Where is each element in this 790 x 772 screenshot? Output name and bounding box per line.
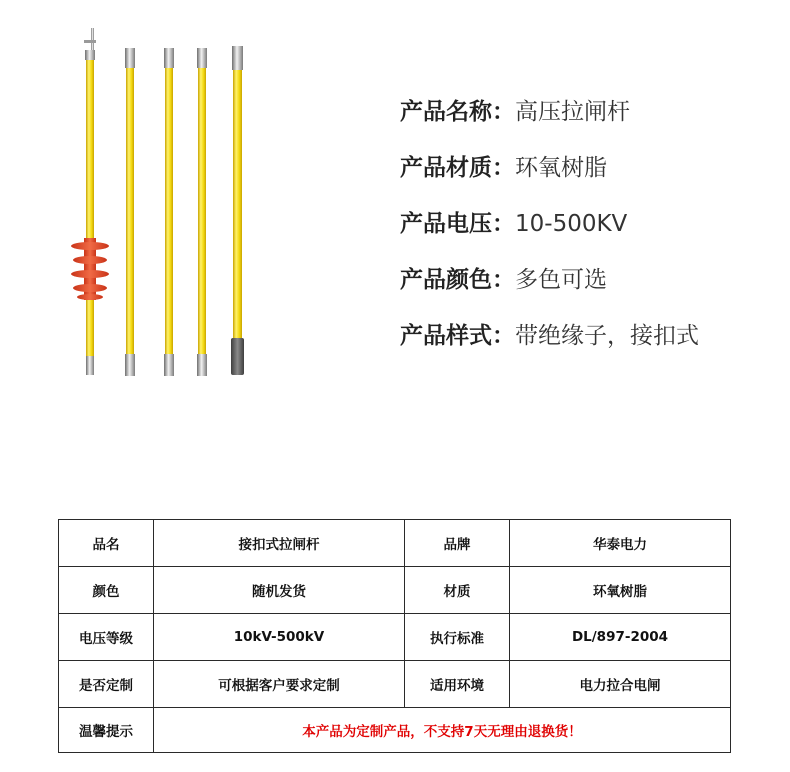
table-cell: 华泰电力 bbox=[510, 520, 731, 567]
rod-segment-2 bbox=[125, 48, 135, 376]
product-info-table bbox=[58, 519, 731, 753]
spec-value: 10-500KV bbox=[515, 211, 628, 237]
table-row bbox=[59, 661, 731, 708]
table-cell: 品名 bbox=[59, 520, 154, 567]
notice-text: 本产品为定制产品，不支持7天无理由退换货！ bbox=[302, 724, 582, 740]
table-cell: 10kV-500kV bbox=[154, 614, 405, 661]
notice-text-cell bbox=[154, 708, 731, 753]
table-cell: 随机发货 bbox=[154, 567, 405, 614]
spec-line-name bbox=[400, 92, 699, 148]
table-cell: 环氧树脂 bbox=[510, 567, 731, 614]
insulator-sheds bbox=[71, 238, 109, 300]
table-cell: DL/897-2004 bbox=[510, 614, 731, 661]
table-cell: 接扣式拉闸杆 bbox=[154, 520, 405, 567]
spec-value: 高压拉闸杆 bbox=[515, 99, 630, 125]
table-cell: 电压等级 bbox=[59, 614, 154, 661]
rod-with-grip bbox=[231, 46, 244, 375]
notice-row bbox=[59, 708, 731, 753]
table-cell: 品牌 bbox=[405, 520, 510, 567]
table-row bbox=[59, 567, 731, 614]
table-cell: 可根据客户要求定制 bbox=[154, 661, 405, 708]
rod-segment-3 bbox=[164, 48, 174, 376]
table-cell: 电力拉合电闸 bbox=[510, 661, 731, 708]
spec-label: 产品名称： bbox=[400, 99, 515, 125]
spec-line-material bbox=[400, 148, 699, 204]
rod-segment-4 bbox=[197, 48, 207, 376]
table-cell: 材质 bbox=[405, 567, 510, 614]
table-cell: 是否定制 bbox=[59, 661, 154, 708]
spec-list bbox=[400, 92, 699, 372]
notice-label: 温馨提示 bbox=[59, 708, 154, 753]
table-row bbox=[59, 614, 731, 661]
table-row bbox=[59, 520, 731, 567]
table-cell: 适用环境 bbox=[405, 661, 510, 708]
spec-line-style bbox=[400, 316, 699, 372]
spec-value: 带绝缘子，接扣式 bbox=[515, 323, 699, 349]
rod-with-hook bbox=[71, 28, 109, 375]
spec-value: 环氧树脂 bbox=[515, 155, 607, 181]
table-cell: 颜色 bbox=[59, 567, 154, 614]
table-cell: 执行标准 bbox=[405, 614, 510, 661]
spec-line-voltage bbox=[400, 204, 699, 260]
spec-value: 多色可选 bbox=[515, 267, 607, 293]
spec-label: 产品材质： bbox=[400, 155, 515, 181]
spec-label: 产品颜色： bbox=[400, 267, 515, 293]
spec-label: 产品电压： bbox=[400, 211, 515, 237]
spec-line-color bbox=[400, 260, 699, 316]
spec-label: 产品样式： bbox=[400, 323, 515, 349]
product-photo bbox=[0, 0, 330, 400]
